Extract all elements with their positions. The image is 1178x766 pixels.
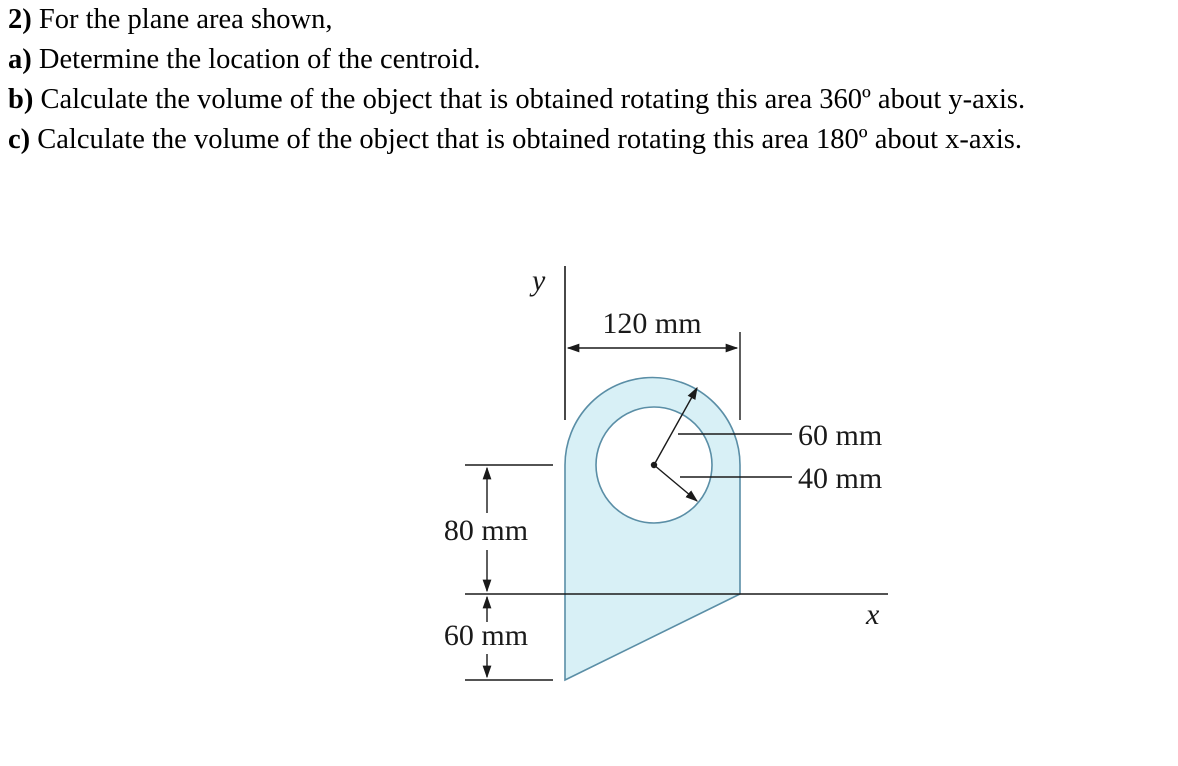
inner-radius-label: 40 mm <box>798 462 883 495</box>
y-axis-label: y <box>532 264 546 297</box>
part-c-text: Calculate the volume of the object that is obtained rotating this area 180º about x-axis. <box>30 124 1022 155</box>
upper-height-label: 80 mm <box>443 514 529 547</box>
outer-radius-label: 60 mm <box>798 419 883 452</box>
part-b-text: Calculate the volume of the object that is obtained rotating this area 360º about y-axis. <box>33 84 1026 115</box>
part-b-label: b) <box>8 84 34 115</box>
plane-area-shape <box>565 378 740 681</box>
lower-height-label: 60 mm <box>443 619 529 652</box>
part-a-label: a) <box>8 44 32 75</box>
x-axis-label: x <box>866 598 880 631</box>
part-c-label: c) <box>8 124 31 155</box>
inner-radius-line <box>654 465 697 501</box>
part-a-text: Determine the location of the centroid. <box>31 44 481 75</box>
problem-header-text: For the plane area shown, <box>31 4 333 35</box>
problem-number: 2) <box>8 4 32 35</box>
width-dimension-label: 120 mm <box>602 307 702 340</box>
